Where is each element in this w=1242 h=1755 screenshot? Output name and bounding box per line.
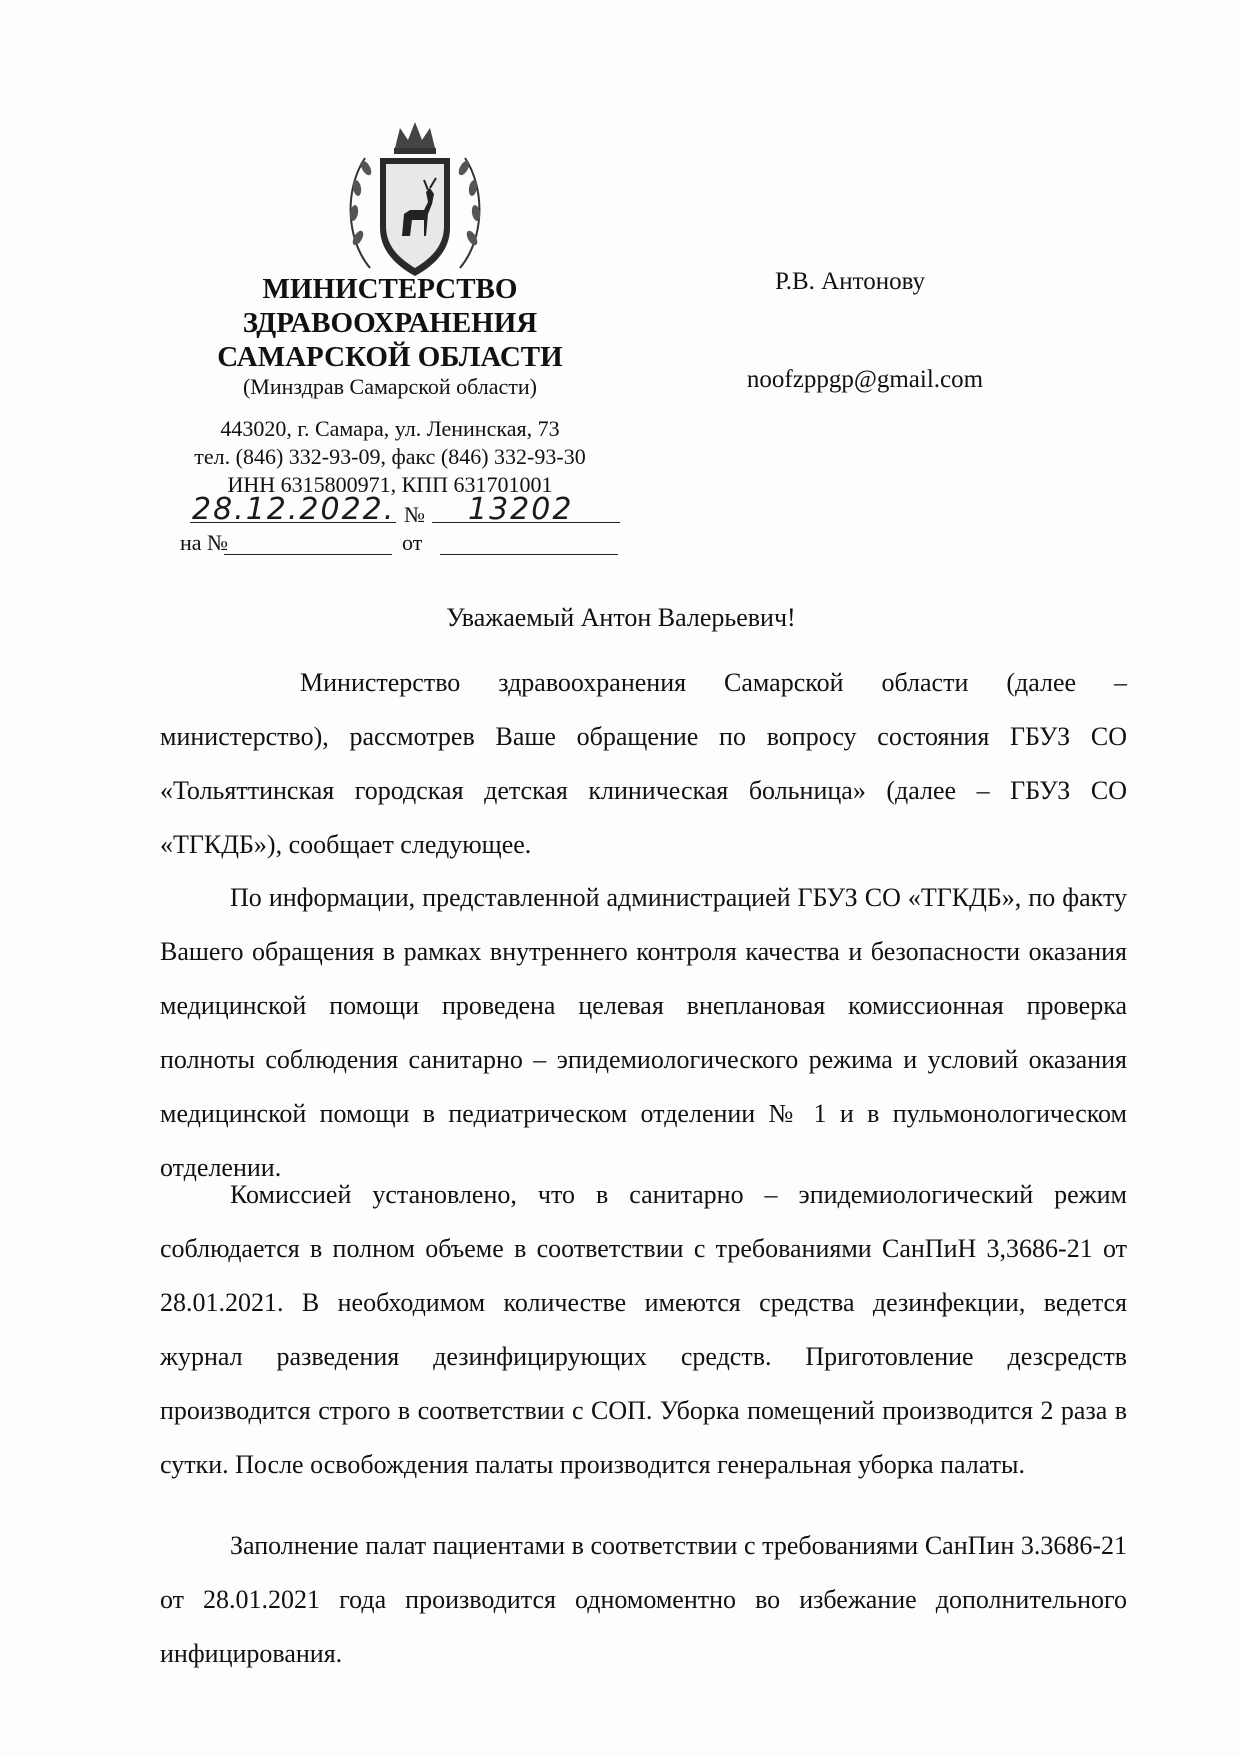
paragraph-text: Комиссией установлено, что в санитарно – эпидемиологический режим соблюдается в полном объеме в соответствии с требованиями СанПиН 3,3686-21 от 28.01.2021. В необходимом количестве имеются средства дезинфекции, ведется журнал разведения дезинфицирующих средств. Приготовление дезсредств производится строго в соответствии с СОП. Уборка помещений производится 2 раза в сутки. После освобождения палаты производится генеральная уборка палаты.: [160, 1180, 1127, 1479]
ref-date-blank: [440, 554, 618, 555]
ref-date-label: от: [402, 530, 423, 555]
recipient-email: noofzppgp@gmail.com: [746, 366, 984, 393]
body-paragraph-2: [160, 871, 1127, 1195]
paragraph-text: Министерство здравоохранения Самарской области (далее – министерство), рассмотрев Ваше обращение по вопросу состояния ГБУЗ СО «Тольяттинская городская детская клиническая больница» (далее – ГБУЗ СО «ТГКДБ»), сообщает следующее.: [160, 668, 1127, 859]
handwritten-number: 13202: [468, 492, 574, 527]
org-address: 443020, г. Самара, ул. Ленинская, 73: [220, 416, 560, 441]
paragraph-text: По информации, представленной администрацией ГБУЗ СО «ТГКДБ», по факту Вашего обращения в рамках внутреннего контроля качества и безопасности оказания медицинской помощи проведена целевая внеплановая комиссионная проверка полноты соблюдения санитарно – эпидемиологического режима и условий оказания медицинской помощи в педиатрическом отделении № 1 и в пульмонологическом отделении.: [160, 883, 1127, 1182]
handwritten-date: 28.12.2022.: [192, 492, 396, 527]
registration-row: [180, 492, 620, 532]
recipient-name: Р.В. Антонову: [774, 268, 926, 295]
number-label: №: [404, 502, 425, 527]
paragraph-text: Заполнение палат пациентами в соответствии с требованиями СанПин 3.3686-21 от 28.01.2021 года производится одномоментно во избежание дополнительного инфицирования.: [160, 1531, 1127, 1668]
body-paragraph-4: [160, 1519, 1127, 1681]
date-underline: [190, 522, 396, 523]
salutation: Уважаемый Антон Валерьевич!: [446, 603, 796, 632]
ref-number-label: на №: [180, 530, 229, 555]
number-underline: [432, 522, 620, 523]
org-name-line1: МИНИСТЕРСТВО: [262, 273, 518, 305]
reference-row: [180, 530, 620, 560]
body-paragraph-3: [160, 1168, 1127, 1492]
org-name-line2: ЗДРАВООХРАНЕНИЯ: [242, 307, 538, 339]
org-inn-kpp: ИНН 6315800971, КПП 631701001: [227, 472, 553, 497]
coat-of-arms-emblem: [340, 118, 490, 288]
org-name-line3: САМАРСКОЙ ОБЛАСТИ: [217, 341, 563, 373]
body-paragraph-1: [160, 656, 1127, 872]
org-short-name: (Минздрав Самарской области): [242, 374, 538, 399]
org-phone-fax: тел. (846) 332-93-09, факс (846) 332-93-30: [194, 444, 586, 469]
ref-number-blank: [224, 554, 392, 555]
